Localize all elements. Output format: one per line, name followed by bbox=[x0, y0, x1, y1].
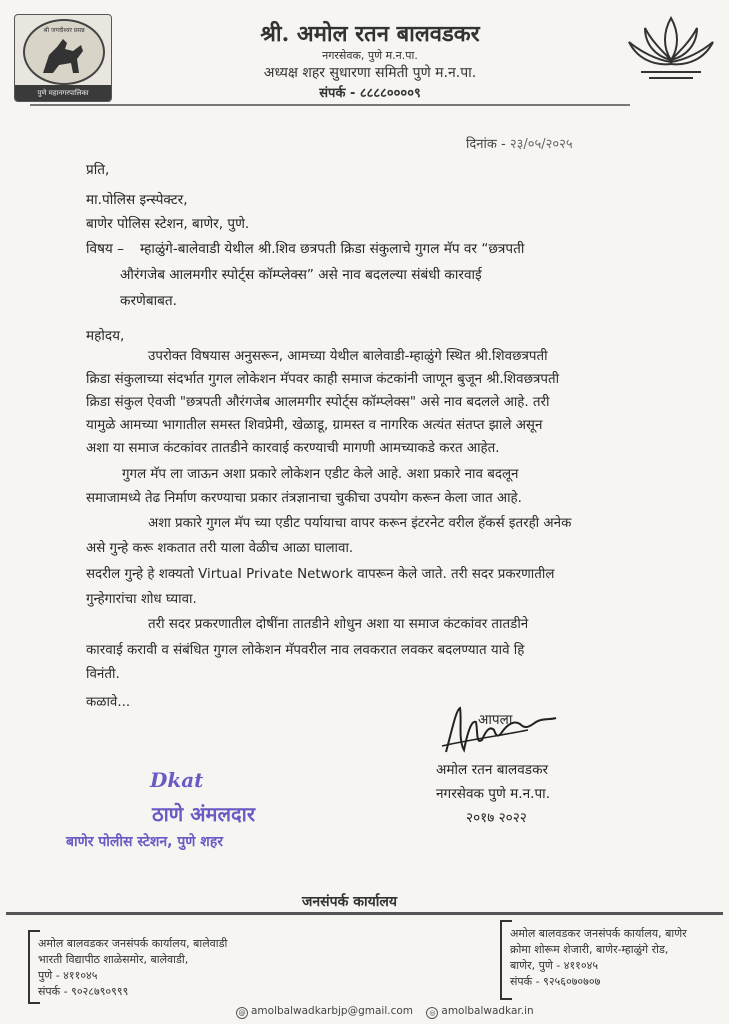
recipient-designation: मा.पोलिस इन्स्पेक्टर, bbox=[86, 192, 188, 208]
letterhead-committee: अध्यक्ष शहर सुधारणा समिती पुणे म.न.पा. bbox=[263, 65, 477, 81]
body-line: असे गुन्हे करू शकतात तरी याला वेळीच आळा घालावा. bbox=[86, 541, 354, 556]
subject-line-2: औरंगजेब आलमगीर स्पोर्ट्स कॉम्प्लेक्स” असे नाव बदलल्या संबंधी कारवाई bbox=[120, 267, 482, 283]
stamp-initials: Dkat bbox=[150, 768, 204, 792]
footer-website[interactable]: amolbalwadkar.in bbox=[441, 1005, 534, 1017]
footer-left-line-3: पुणे - ४११०४५ bbox=[38, 969, 98, 982]
subject-line-1: म्हाळुंगे-बालेवाडी येथील श्री.शिव छत्रपती क्रिडा संकुलाचे गुगल मॅप वर “छत्रपती bbox=[140, 241, 525, 257]
footer-left-line-1: अमोल बालवडकर जनसंपर्क कार्यालय, बालेवाडी bbox=[38, 937, 228, 950]
logo-seal-text: श्री जगदीश्वर प्रसन्न bbox=[43, 27, 85, 34]
recipient-station: बाणेर पोलिस स्टेशन, बाणेर, पुणे. bbox=[86, 216, 250, 232]
subject-label: विषय – bbox=[86, 241, 124, 257]
footer-heading: जनसंपर्क कार्यालय bbox=[302, 894, 397, 910]
footer-divider bbox=[6, 912, 723, 915]
body-line: गुन्हेगारांचा शोध घ्यावा. bbox=[86, 592, 197, 607]
date-label: दिनांक - bbox=[466, 137, 506, 152]
letterhead-contact bbox=[160, 83, 580, 101]
footer-right-line-1: अमोल बालवडकर जनसंपर्क कार्यालय, बाणेर bbox=[510, 927, 687, 940]
body-line: क्रिडा संकुल ऐवजी "छत्रपती औरंगजेब आलमगीर स्पोर्ट्स कॉम्प्लेक्स" असे नाव बदलले आहे. तरी bbox=[86, 395, 550, 410]
email-icon: @ bbox=[236, 1007, 248, 1019]
stamp-station: बाणेर पोलीस स्टेशन, पुणे शहर bbox=[66, 834, 223, 850]
horse-rider-icon bbox=[37, 33, 89, 77]
footer-left-line-2: भारती विद्यापीठ शाळेसमोर, बालेवाडी, bbox=[38, 953, 189, 966]
footer-right-line-3: बाणेर, पुणे - ४११०४५ bbox=[510, 959, 599, 972]
body-line: सदरील गुन्हे हे शक्यतो Virtual Private Network वापरून केले जाते. तरी सदर प्रकरणातील bbox=[86, 567, 555, 582]
footer-left-line-4: संपर्क - ९०२८७९०९९९ bbox=[38, 985, 129, 998]
body-line: समाजामध्ये तेढ निर्माण करण्याचा प्रकार तंत्रज्ञानाचा चुकीचा उपयोग करून केला जात आहे. bbox=[86, 491, 522, 506]
body-line: यामुळे आमच्या भागातील समस्त शिवप्रेमी, खेळाडू, ग्रामस्त व नागरिक अत्यंत संतप्त झाले असून bbox=[86, 418, 543, 433]
letterhead-role: नगरसेवक, पुणे म.न.पा. bbox=[322, 49, 418, 62]
corporation-logo bbox=[14, 14, 112, 102]
footer-right-line-2: क्रोमा शोरूम शेजारी, बाणेर-म्हाळुंगे रोड, bbox=[510, 943, 669, 956]
subject-line-3: करणेबाबत. bbox=[120, 293, 177, 309]
stamp-title: ठाणे अंमलदार bbox=[152, 802, 256, 826]
body-line: तरी सदर प्रकरणातील दोषींना तातडीने शोधुन अशा या समाज कंटकांवर तातडीने bbox=[148, 617, 529, 632]
contact-strip bbox=[236, 1005, 534, 1019]
date-value: २३/०५/२०२५ bbox=[509, 137, 573, 152]
header-divider bbox=[30, 104, 630, 106]
contact-number: ८८८८००००९ bbox=[359, 86, 421, 101]
body-line: विनंती. bbox=[86, 667, 120, 682]
body-line: उपरोक्त विषयास अनुसरून, आमच्या येथील बालेवाडी-म्हाळुंगे स्थित श्री.शिवछत्रपती bbox=[148, 349, 548, 364]
body-line: अशा या समाज कंटकांवर तातडीने कारवाई करण्याची मागणी आमच्याकडे करत आहेत. bbox=[86, 441, 500, 456]
contact-label: संपर्क - bbox=[319, 86, 356, 101]
footer-email[interactable]: amolbalwadkarbjp@gmail.com bbox=[251, 1005, 414, 1017]
web-icon: ◎ bbox=[426, 1007, 438, 1019]
footer-office-balewadi bbox=[38, 936, 227, 1000]
signature-role: नगरसेवक पुणे म.न.पा. bbox=[436, 786, 551, 802]
lotus-icon bbox=[621, 10, 721, 94]
body-line: गुगल मॅप ला जाऊन अशा प्रकारे लोकेशन एडीट केले आहे. अशा प्रकारे नाव बदलून bbox=[122, 467, 519, 482]
salutation: महोदय, bbox=[86, 328, 125, 344]
date-line bbox=[466, 134, 573, 152]
body-line: अशा प्रकारे गुगल मॅप च्या एडीट पर्यायाचा वापर करून इंटरनेट वरील हॅकर्स इतरही अनेक bbox=[148, 516, 572, 531]
letterhead-name: श्री. अमोल रतन बालवडकर bbox=[260, 21, 480, 47]
signature-name: अमोल रतन बालवडकर bbox=[436, 762, 549, 778]
logo-band: पुणे महानगरपालिका bbox=[15, 85, 111, 101]
body-line: क्रिडा संकुलाच्या संदर्भात गुगल लोकेशन मॅपवर काही समाज कंटकांनी जाणून बुजून श्री.शिवछत्रपती bbox=[86, 372, 560, 387]
body-line: कारवाई करावी व संबंधित गुगल लोकेशन मॅपवरील नाव लवकरात लवकर बदलण्यात यावे हि bbox=[86, 643, 525, 658]
closing: कळावे... bbox=[86, 695, 131, 710]
signature-aapla: आपला bbox=[478, 712, 513, 728]
footer-office-baner bbox=[510, 926, 687, 990]
footer-right-line-4: संपर्क - ९२५६०७०७०७ bbox=[510, 975, 601, 988]
signature-term: २०१७ २०२२ bbox=[466, 810, 527, 826]
recipient-to: प्रति, bbox=[86, 162, 110, 178]
